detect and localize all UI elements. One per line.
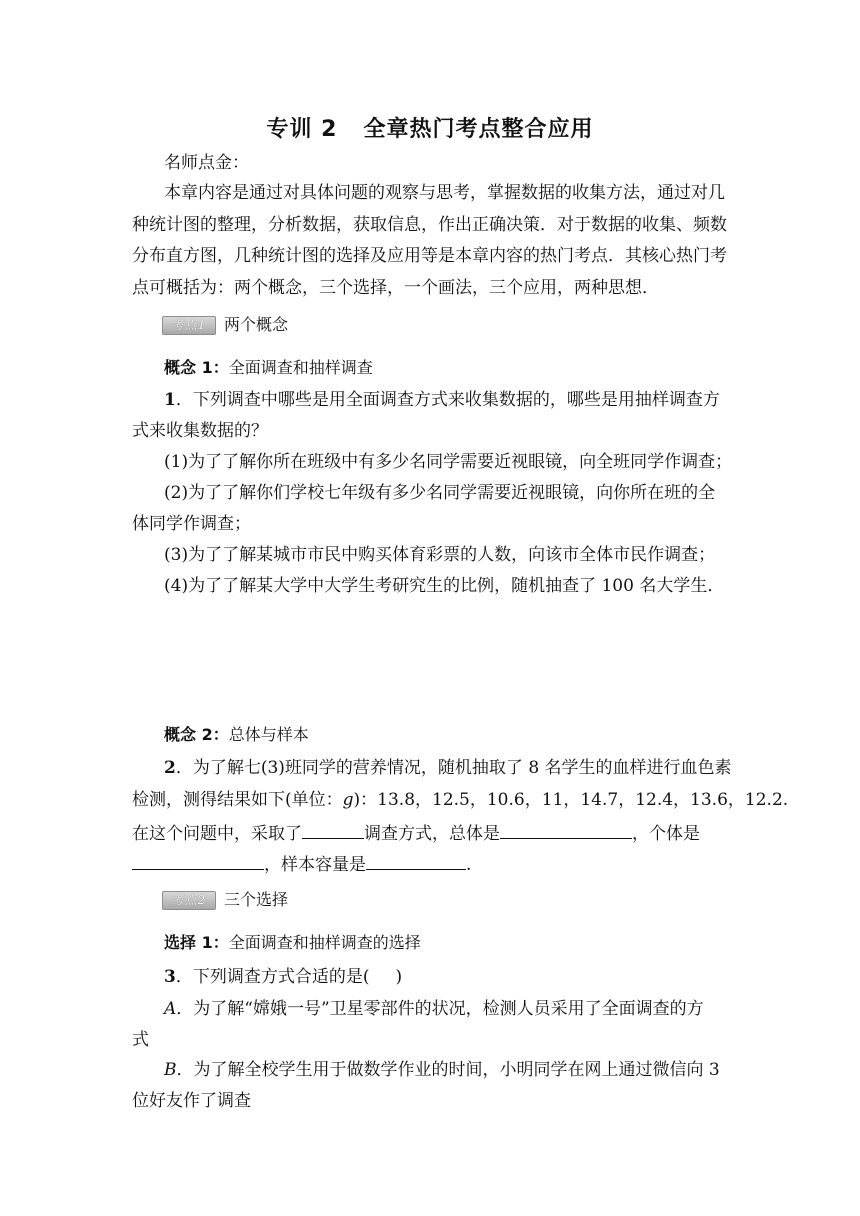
question-3-stem: 3．下列调查方式合适的是( ) <box>164 967 403 987</box>
option-b-line-2: 位好友作了调查 <box>132 1091 251 1111</box>
intro-line-1: 本章内容是通过对具体问题的观察与思考，掌握数据的收集方法，通过对几 <box>164 183 725 203</box>
question-2-line-1: 2．为了解七(3)班同学的营养情况，随机抽取了 8 名学生的血样进行血色素 <box>164 758 732 778</box>
question-1-line-1: 1．下列调查中哪些是用全面调查方式来收集数据的，哪些是用抽样调查方 <box>164 390 720 410</box>
option-a-line-2: 式 <box>132 1030 149 1050</box>
question-1-item-3: (3)为了了解某城市市民中购买体育彩票的人数，向该市全体市民作调查； <box>164 545 716 565</box>
answer-blank-1[interactable] <box>302 820 364 839</box>
kaodian-badge-1: 考点1 <box>162 316 216 335</box>
page-title: 专训 2 全章热门考点整合应用 <box>266 117 594 142</box>
option-a-line-1: A．为了解“嫦娥一号”卫星零部件的状况，检测人员采用了全面调查的方 <box>164 999 704 1019</box>
section-heading-2: 考点2 三个选择 <box>162 887 288 910</box>
concept-1-heading: 概念 1：全面调查和抽样调查 <box>164 358 373 377</box>
question-2-line-2: 检测，测得结果如下(单位：g)：13.8，12.5，10.6，11，14.7，12.4，13.6，12.2. <box>132 790 789 810</box>
choice-1-heading: 选择 1：全面调查和抽样调查的选择 <box>164 933 421 952</box>
intro-line-3: 分布直方图，几种统计图的选择及应用等是本章内容的热门考点．其核心热门考 <box>132 246 727 266</box>
intro-line-2: 种统计图的整理，分析数据，获取信息，作出正确决策．对于数据的收集、频数 <box>132 215 727 235</box>
question-1-item-2: (2)为了了解你们学校七年级有多少名同学需要近视眼镜，向你所在班的全 <box>164 483 716 503</box>
question-2-line-3: 在这个问题中，采取了 调查方式，总体是 ，个体是 <box>132 820 700 846</box>
question-1-line-2: 式来收集数据的？ <box>132 421 268 441</box>
answer-blank-2[interactable] <box>500 820 632 839</box>
question-1-item-2-cont: 体同学作调查； <box>132 514 251 534</box>
question-1-item-4: (4)为了了解某大学中大学生考研究生的比例，随机抽查了 100 名大学生． <box>164 576 725 596</box>
question-1-item-1: (1)为了了解你所在班级中有多少名同学需要近视眼镜，向全班同学作调查； <box>164 452 733 472</box>
kaodian-badge-2: 考点2 <box>162 891 216 910</box>
teacher-note-label: 名师点金： <box>164 153 249 173</box>
concept-2-heading: 概念 2：总体与样本 <box>164 725 309 744</box>
intro-line-4: 点可概括为：两个概念，三个选择，一个画法，三个应用，两种思想． <box>132 278 659 298</box>
question-2-line-4: ，样本容量是 . <box>132 851 471 877</box>
answer-blank-4[interactable] <box>366 851 466 870</box>
answer-blank-3[interactable] <box>132 851 264 870</box>
section-heading-1: 考点1 两个概念 <box>162 312 288 335</box>
option-b-line-1: B．为了解全校学生用于做数学作业的时间，小明同学在网上通过微信向 3 <box>164 1060 720 1080</box>
